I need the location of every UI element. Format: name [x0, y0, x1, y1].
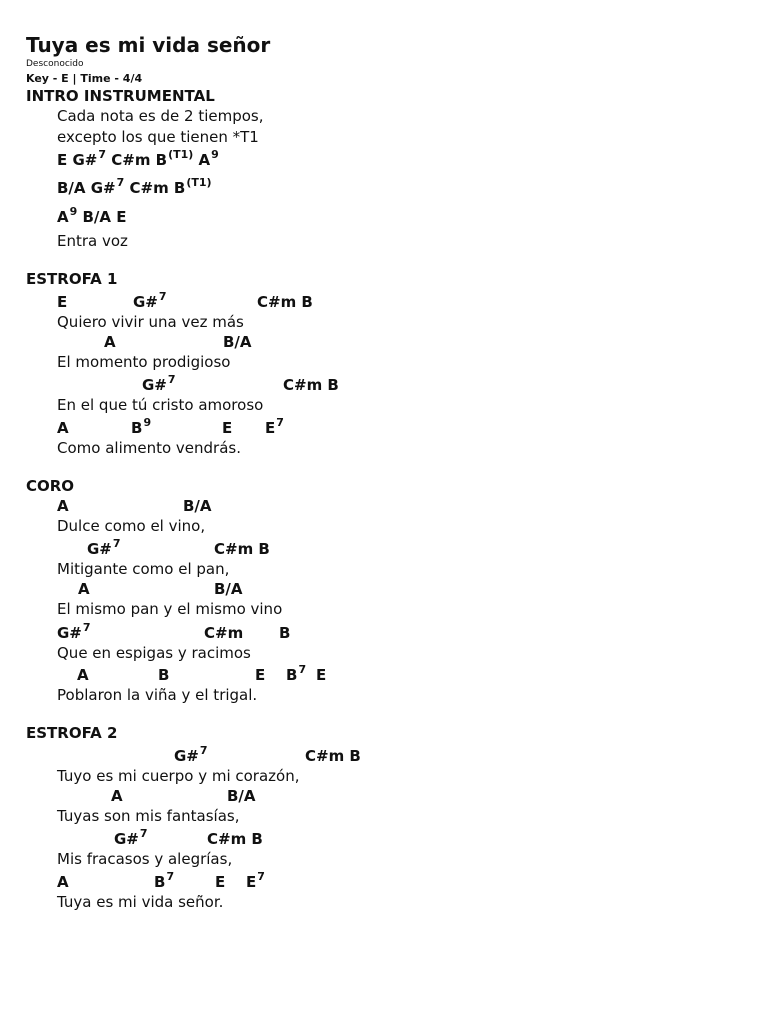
chord: B/A — [214, 580, 243, 598]
lyric-line: Como alimento vendrás. — [57, 439, 241, 457]
chord: C#m B — [214, 540, 270, 558]
chord: E G# — [57, 151, 98, 169]
lyric-line: Tuya es mi vida señor. — [57, 893, 224, 911]
chord: G#$^7$ — [87, 537, 121, 558]
intro-note-line: excepto los que tienen *T1 — [57, 128, 259, 146]
chord-row — [57, 787, 557, 807]
chord-row — [57, 827, 557, 850]
chord: $B^7$ — [286, 663, 307, 684]
chord: B — [158, 666, 170, 684]
chord: A — [57, 873, 69, 891]
chord-extension: 9 — [69, 205, 78, 218]
chord: B — [279, 624, 291, 642]
chord-row — [57, 663, 557, 686]
chord: E — [316, 666, 327, 684]
chord-extension: 9 — [211, 148, 219, 161]
chord-row — [57, 290, 557, 313]
chord-extension: 7 — [112, 537, 121, 550]
chord-extension: 7 — [167, 373, 176, 386]
chord-extension: 7 — [98, 148, 107, 161]
chord: A — [78, 580, 90, 598]
chord: B/A G# — [57, 179, 116, 197]
chord-extension: 7 — [82, 621, 91, 634]
chord: E — [215, 873, 226, 891]
lyric-line: El momento prodigioso — [57, 353, 231, 371]
chord: G#$^7$ — [57, 621, 91, 642]
chord-extension: (T1) — [168, 148, 194, 161]
chord: B/A — [223, 333, 252, 351]
chord: $E^7$ — [246, 870, 265, 891]
chord-row — [57, 497, 557, 517]
lyric-line: Mis fracasos y alegrías, — [57, 850, 233, 868]
chord-extension: 7 — [199, 744, 208, 757]
chord: G#$^7$ — [142, 373, 176, 394]
chord: $B^7$ — [154, 870, 175, 891]
chord: A — [57, 419, 69, 437]
song-key-time: Key - E | Time - 4/4 — [26, 72, 143, 85]
chord: G#$^7$ — [174, 744, 208, 765]
chord-row — [57, 744, 557, 767]
chord: B/A — [183, 497, 212, 515]
lyric-line: Dulce como el vino, — [57, 517, 206, 535]
chord-extension: 9 — [143, 416, 152, 429]
chord: C#m B — [124, 179, 186, 197]
chord: B/A E — [77, 208, 127, 226]
song-artist: Desconocido — [26, 59, 84, 69]
chord-extension: 7 — [276, 416, 284, 429]
chord: C#m B — [257, 293, 313, 311]
chord: A — [77, 666, 89, 684]
section-heading-intro: INTRO INSTRUMENTAL — [26, 87, 215, 105]
chord: C#m B — [283, 376, 339, 394]
song-title: Tuya es mi vida señor — [26, 33, 271, 57]
lyric-line: Quiero vivir una vez más — [57, 313, 244, 331]
chord-row — [57, 537, 557, 560]
chord-extension: 7 — [116, 176, 125, 189]
intro-chord-line — [57, 205, 127, 226]
chord: E — [255, 666, 266, 684]
lyric-line: Tuyas son mis fantasías, — [57, 807, 240, 825]
section-heading-coro: CORO — [26, 477, 75, 495]
chord: A — [104, 333, 116, 351]
lyric-line: Poblaron la viña y el trigal. — [57, 686, 258, 704]
chord: G#$^7$ — [114, 827, 148, 848]
chord: A — [193, 151, 211, 169]
chord-extension: 7 — [166, 870, 175, 883]
intro-chord-line — [57, 148, 219, 169]
chord: C#m B — [305, 747, 361, 765]
chord-row — [57, 621, 557, 644]
chord-row — [57, 416, 557, 439]
lyric-line: En el que tú cristo amoroso — [57, 396, 264, 414]
chord: C#m B — [207, 830, 263, 848]
chord-extension: 7 — [158, 290, 167, 303]
intro-note-line: Entra voz — [57, 232, 128, 250]
chord: $B^9$ — [131, 416, 152, 437]
chord-extension: 7 — [298, 663, 307, 676]
section-heading-estrofa-1: ESTROFA 1 — [26, 270, 118, 288]
chord: E — [57, 293, 68, 311]
chord-extension: 7 — [139, 827, 148, 840]
chord: A — [57, 208, 69, 226]
chord-extension: (T1) — [186, 176, 212, 189]
lyric-line: Tuyo es mi cuerpo y mi corazón, — [57, 767, 300, 785]
chord-row — [57, 870, 557, 893]
chord-row — [57, 373, 557, 396]
chord: A — [111, 787, 123, 805]
lyric-line: El mismo pan y el mismo vino — [57, 600, 283, 618]
chord-row — [57, 580, 557, 600]
intro-chord-line — [57, 176, 212, 197]
chord: G#$^7$ — [133, 290, 167, 311]
chord: A — [57, 497, 69, 515]
chord: E — [222, 419, 233, 437]
lyric-line: Mitigante como el pan, — [57, 560, 230, 578]
chord-row — [57, 333, 557, 353]
chord: B/A — [227, 787, 256, 805]
section-heading-estrofa-2: ESTROFA 2 — [26, 724, 118, 742]
intro-note-line: Cada nota es de 2 tiempos, — [57, 107, 264, 125]
chord: C#m — [204, 624, 244, 642]
chord: C#m B — [106, 151, 168, 169]
chord-extension: 7 — [257, 870, 265, 883]
lyric-line: Que en espigas y racimos — [57, 644, 251, 662]
chord: $E^7$ — [265, 416, 284, 437]
